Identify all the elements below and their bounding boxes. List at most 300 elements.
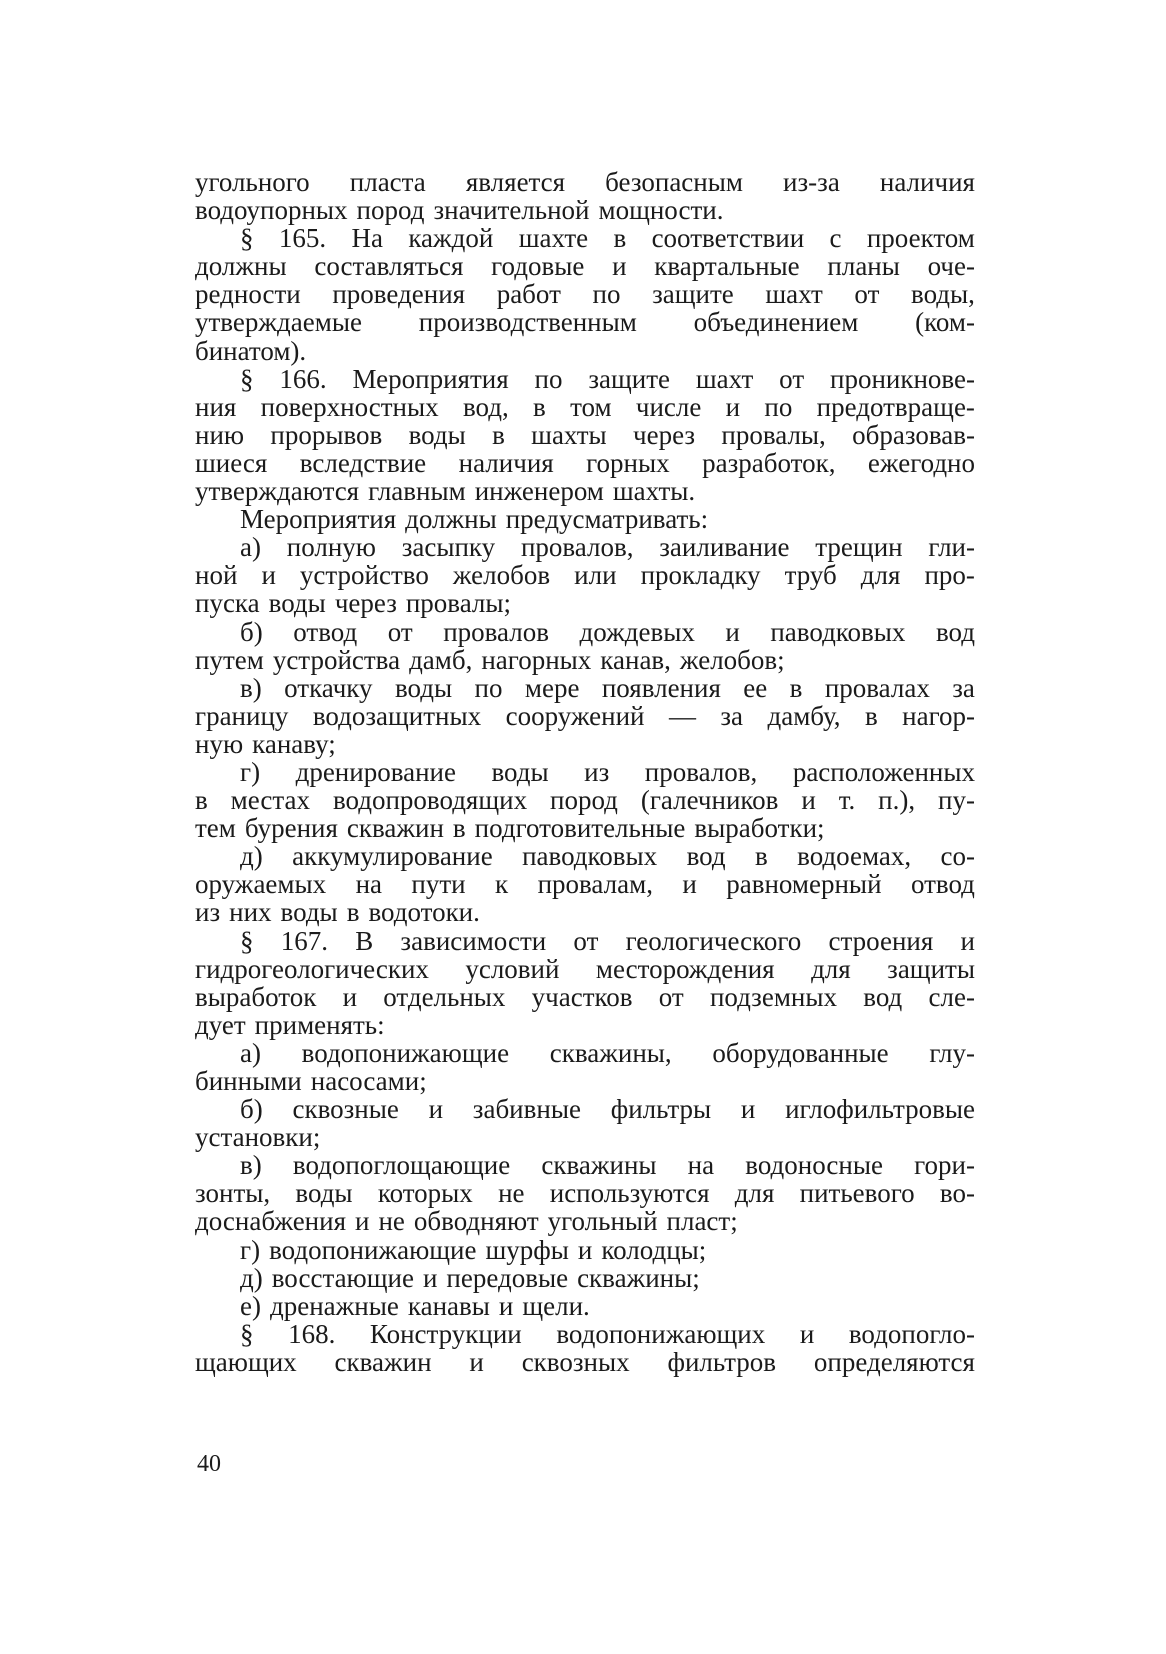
word: нагор- [902, 700, 975, 731]
word: на [355, 869, 382, 900]
text-line [195, 505, 975, 533]
text-line [195, 1236, 975, 1264]
word: Конструкции [369, 1318, 522, 1349]
word: На [351, 223, 383, 254]
word: шахты [531, 419, 607, 450]
word: появления [601, 672, 721, 703]
word: по [764, 391, 793, 422]
word: канавы [407, 1290, 490, 1321]
word: подземных [709, 981, 838, 1012]
word: водопогло- [848, 1318, 975, 1349]
word: определяются [813, 1346, 975, 1377]
page-number: 40 [197, 1451, 221, 1477]
word: от [573, 925, 599, 956]
word: прокладку [640, 560, 761, 591]
word: или [574, 560, 617, 591]
word: заиливание [659, 532, 790, 563]
text-line [195, 898, 975, 926]
word: и [960, 925, 975, 956]
word: в [195, 785, 208, 816]
text-line [195, 224, 975, 252]
word: нию [195, 419, 245, 450]
word: зависимости [400, 925, 547, 956]
word: и [577, 1234, 593, 1265]
word: фильтров [667, 1346, 777, 1377]
word: п.), [878, 785, 916, 816]
word: по [534, 363, 563, 394]
text-line [195, 533, 975, 561]
word: дамб, [409, 644, 473, 675]
word: безопасным [605, 167, 743, 197]
word: прорывов [270, 419, 383, 450]
word: должны [195, 251, 287, 282]
word: канаву; [252, 728, 336, 759]
word: (ком- [915, 307, 975, 338]
word: предусматривать: [505, 504, 709, 535]
word: забивные [472, 1094, 581, 1125]
word: щающих [195, 1346, 297, 1377]
text-line [195, 870, 975, 898]
word: б) [240, 1094, 263, 1125]
word: и [740, 1094, 756, 1125]
word: проведения [332, 279, 466, 310]
word: водоупорных [195, 195, 348, 226]
word: применять: [254, 1009, 385, 1040]
word: редности [195, 279, 301, 310]
word: дамбу, [767, 700, 841, 731]
word: через [633, 419, 696, 450]
word: шурфы [485, 1234, 569, 1265]
word: оружаемых [195, 869, 327, 900]
word: в) [240, 1150, 262, 1181]
text-line [195, 618, 975, 646]
word: и [725, 616, 740, 647]
word: 168. [288, 1318, 336, 1349]
word: скважин [346, 813, 444, 844]
word: В [355, 925, 374, 956]
word: в [754, 841, 768, 872]
word: обводняют [413, 1206, 539, 1237]
word: ния [195, 391, 237, 422]
word: в [613, 223, 627, 254]
word: дует [195, 1009, 246, 1040]
word: шахты. [612, 476, 696, 507]
word: засыпку [401, 532, 496, 563]
word: скважины, [549, 1037, 672, 1068]
word: на [687, 1150, 715, 1181]
word: восстающие [271, 1262, 414, 1293]
word: оборудованные [712, 1037, 889, 1068]
text-line [195, 842, 975, 870]
word: аккумулирование [292, 841, 493, 872]
word: отвод [293, 616, 358, 647]
word: бинными [195, 1066, 302, 1096]
word: глу- [929, 1037, 975, 1068]
word: а) [240, 532, 261, 563]
word: границу [195, 700, 289, 731]
word: из [195, 897, 221, 928]
word: провалах [824, 672, 930, 703]
word: § [240, 363, 254, 394]
word: дренажные [269, 1290, 399, 1321]
word: провалов, [644, 756, 758, 787]
word: в [533, 391, 546, 422]
word: пласт; [666, 1206, 738, 1237]
text-line [195, 955, 975, 983]
text-line [195, 252, 975, 280]
word: составляться [314, 251, 464, 282]
text-line [195, 1011, 975, 1039]
text-line [195, 1207, 975, 1235]
word: водопонижающие [269, 1234, 477, 1265]
word: главным [368, 476, 466, 507]
word: дренирование [295, 756, 456, 787]
text-line [195, 280, 975, 308]
text-line [195, 758, 975, 786]
word: от [658, 981, 684, 1012]
word: шиеся [195, 447, 268, 478]
text-line [195, 449, 975, 477]
word: и [612, 251, 627, 282]
word: бурения [244, 813, 338, 844]
word: к [495, 869, 509, 900]
word: отдельных [383, 981, 506, 1012]
word: от [387, 616, 413, 647]
text-line [195, 561, 975, 589]
word: зонты, [195, 1178, 271, 1209]
word: поверхностных [260, 391, 439, 422]
text-line [195, 814, 975, 842]
word: шахт [695, 363, 754, 394]
word: утверждаемые [195, 307, 362, 338]
word: с [829, 223, 842, 254]
word: шахте [518, 223, 589, 254]
word: пород [550, 785, 618, 816]
word: месторождения [595, 953, 775, 984]
word: доснабжения [195, 1206, 346, 1237]
word: желобов; [679, 644, 785, 675]
word: т. [838, 785, 856, 816]
word: водопонижающих [556, 1318, 766, 1349]
word: пу- [938, 785, 975, 816]
text-line [195, 1039, 975, 1067]
word: вод, [462, 391, 509, 422]
word: воды [491, 756, 549, 787]
word: колодцы; [601, 1234, 707, 1265]
word: образовав- [852, 419, 975, 450]
text-line [195, 421, 975, 449]
word: отвод [910, 869, 975, 900]
word: паводковых [522, 841, 658, 872]
word: насосами; [310, 1066, 427, 1096]
word: е) [240, 1290, 261, 1321]
word: пород [356, 195, 425, 226]
word: паводковых [770, 616, 906, 647]
word: водоемах, [797, 841, 912, 872]
word: ную [195, 728, 244, 759]
word: не [378, 1206, 405, 1237]
word: и [498, 1290, 514, 1321]
word: для [734, 1178, 775, 1209]
word: и [261, 560, 276, 591]
word: них [229, 897, 272, 928]
word: строения [828, 925, 934, 956]
word: б) [240, 616, 263, 647]
document-page [195, 168, 975, 1376]
word: горных [586, 447, 670, 478]
word: ежегодно [867, 447, 975, 478]
word: защите [652, 279, 734, 310]
word: оче- [927, 251, 975, 282]
word: провалы, [721, 419, 826, 450]
text-line [195, 786, 975, 814]
word: через [334, 588, 397, 619]
word: бинатом). [195, 335, 307, 366]
word: Мероприятия [240, 504, 397, 535]
text-line [195, 168, 975, 196]
word: должны [405, 504, 497, 535]
word: воды [280, 897, 338, 928]
word: а) [240, 1037, 261, 1068]
text-line [195, 196, 975, 224]
word: и [682, 869, 697, 900]
word: гидрогеологических [195, 953, 429, 984]
word: инженером [474, 476, 604, 507]
word: равномерный [726, 869, 882, 900]
word: угольный [547, 1206, 658, 1237]
word: (галечников [640, 785, 779, 816]
word: скважины; [577, 1262, 700, 1293]
text-line [195, 1151, 975, 1179]
text-line [195, 702, 975, 730]
word: дождевых [579, 616, 695, 647]
word: и [469, 1346, 484, 1377]
word: сквозных [521, 1346, 630, 1377]
word: передовые [446, 1262, 569, 1293]
word: скважины [541, 1150, 657, 1181]
word: водоносные [745, 1150, 883, 1181]
word: значительной [433, 195, 590, 226]
word: шахт [765, 279, 823, 310]
word: установки; [195, 1122, 321, 1153]
word: угольного [195, 167, 310, 197]
word: участков [531, 981, 633, 1012]
word: полную [286, 532, 376, 563]
word: водотоки. [368, 897, 480, 928]
text-line [195, 337, 975, 365]
word: пласта [349, 167, 426, 197]
word: сквозные [292, 1094, 399, 1125]
word: планы [827, 251, 900, 282]
word: канав, [600, 644, 671, 675]
word: со- [940, 841, 975, 872]
word: нагорных [481, 644, 592, 675]
word: и [725, 391, 741, 422]
word: провалов [443, 616, 549, 647]
word: и [428, 1094, 444, 1125]
word: § [240, 925, 254, 956]
word: воды, [911, 279, 975, 310]
word: труб [784, 560, 837, 591]
text-line [195, 927, 975, 955]
word: водопонижающие [301, 1037, 510, 1068]
word: пути [411, 869, 466, 900]
word: подготовительные [474, 813, 686, 844]
word: по [592, 279, 621, 310]
word: д) [240, 1262, 263, 1293]
word: г) [240, 1234, 261, 1265]
word: устройства [272, 644, 401, 675]
word: про- [924, 560, 975, 591]
text-line [195, 1067, 975, 1095]
word: работ [496, 279, 561, 310]
text-line [195, 365, 975, 393]
word: ной [195, 560, 238, 591]
word: геологического [625, 925, 802, 956]
word: § [240, 223, 254, 254]
word: проектом [866, 223, 975, 254]
word: местах [230, 785, 311, 816]
word: провалы; [405, 588, 512, 619]
word: трещин [815, 532, 903, 563]
text-line [195, 646, 975, 674]
word: тем [195, 813, 236, 844]
text-line [195, 589, 975, 617]
word: для [811, 953, 851, 984]
word: водопоглощающие [292, 1150, 511, 1181]
word: 166. [279, 363, 327, 394]
word: защите [588, 363, 671, 394]
text-line [195, 1320, 975, 1348]
word: за [952, 672, 975, 703]
word: воды [408, 419, 466, 450]
word: выработок [195, 981, 317, 1012]
word: § [240, 1318, 254, 1349]
text-line [195, 477, 975, 505]
word: в [864, 700, 878, 731]
word: Мероприятия [352, 363, 509, 394]
word: от [854, 279, 880, 310]
word: пуска [195, 588, 260, 619]
word: не [498, 1178, 525, 1209]
word: по [474, 672, 503, 703]
word: условий [465, 953, 560, 984]
text-line [195, 1292, 975, 1320]
word: питьевого [799, 1178, 915, 1209]
word: которых [377, 1178, 473, 1209]
text-line [195, 393, 975, 421]
word: откачку [284, 672, 373, 703]
word: 165. [278, 223, 327, 254]
word: д) [240, 841, 263, 872]
word: используются [549, 1178, 710, 1209]
word: и [422, 1262, 438, 1293]
word: гли- [928, 532, 975, 563]
text-line [195, 1123, 975, 1151]
word: в [789, 672, 803, 703]
word: водопроводящих [332, 785, 528, 816]
word: воды [295, 1178, 353, 1209]
word: водозащитных [312, 700, 482, 731]
word: из-за [783, 167, 840, 197]
word: и [355, 1206, 370, 1237]
word: наличия [458, 447, 554, 478]
word: 167. [280, 925, 328, 956]
word: каждой [408, 223, 494, 254]
text-line [195, 983, 975, 1011]
word: от [779, 363, 805, 394]
word: в [346, 897, 360, 928]
word: является [465, 167, 566, 197]
word: скважин [334, 1346, 432, 1377]
word: расположенных [792, 756, 975, 787]
word: для [860, 560, 901, 591]
word: мощности. [598, 195, 724, 226]
word: гори- [914, 1150, 975, 1181]
word: желобов [452, 560, 551, 591]
word: и [342, 981, 358, 1012]
word: вследствие [299, 447, 427, 478]
text-line [195, 1179, 975, 1207]
word: путем [195, 644, 264, 675]
word: фильтры [610, 1094, 712, 1125]
word: в [492, 419, 505, 450]
word: провалов, [520, 532, 634, 563]
word: защиты [887, 953, 975, 984]
word: сле- [928, 981, 975, 1012]
text-line [195, 730, 975, 758]
word: соответствии [651, 223, 805, 254]
word: — [668, 700, 696, 731]
word: объединением [693, 307, 859, 338]
word: мере [524, 672, 580, 703]
word: вод [935, 616, 975, 647]
word: разработок, [702, 447, 836, 478]
word: в) [240, 672, 262, 703]
word: воды [268, 588, 326, 619]
word: числе [635, 391, 702, 422]
word: вод [686, 841, 726, 872]
word: иглофильтровые [785, 1094, 975, 1125]
word: и [801, 785, 816, 816]
word: предотвраще- [816, 391, 975, 422]
word: устройство [299, 560, 429, 591]
word: вод [863, 981, 903, 1012]
word: квартальные [654, 251, 800, 282]
word: воды [394, 672, 453, 703]
text-line [195, 1348, 975, 1376]
word: за [720, 700, 744, 731]
word: и [799, 1318, 815, 1349]
word: том [570, 391, 612, 422]
text-line [195, 308, 975, 336]
word: производственным [418, 307, 637, 338]
word: из [584, 756, 610, 787]
word: сооружений [505, 700, 645, 731]
word: ее [743, 672, 768, 703]
word: в [452, 813, 466, 844]
word: щели. [522, 1290, 590, 1321]
text-line [195, 674, 975, 702]
word: во- [939, 1178, 975, 1209]
text-line [195, 1095, 975, 1123]
word: наличия [879, 167, 975, 197]
text-line [195, 1264, 975, 1292]
word: проникнове- [830, 363, 975, 394]
word: провалам, [537, 869, 653, 900]
word: утверждаются [195, 476, 360, 507]
word: выработки; [694, 813, 825, 844]
